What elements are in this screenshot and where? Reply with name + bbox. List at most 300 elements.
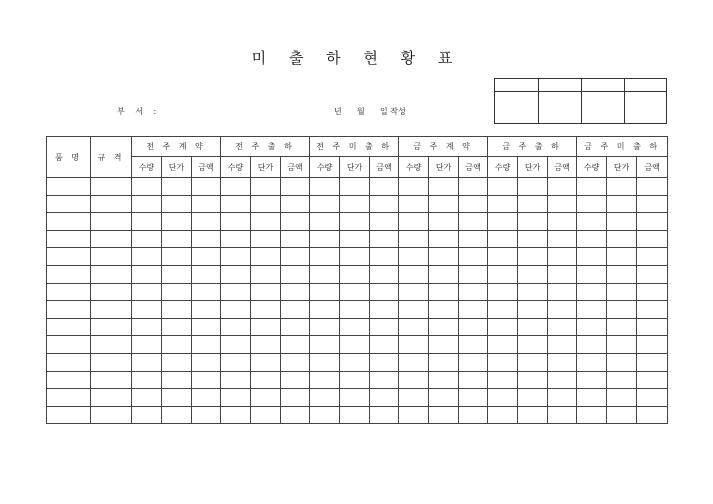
table-cell[interactable] [162,389,192,407]
table-cell[interactable] [399,301,429,319]
table-cell[interactable] [281,318,310,336]
table-cell[interactable] [310,283,340,301]
table-cell[interactable] [577,213,607,231]
table-cell[interactable] [370,353,399,371]
table-cell[interactable] [221,389,251,407]
table-cell[interactable] [459,213,488,231]
table-cell[interactable] [518,195,548,213]
table-cell[interactable] [637,371,668,389]
table-cell[interactable] [310,389,340,407]
table-cell[interactable] [607,213,637,231]
table-cell[interactable] [221,230,251,248]
table-cell[interactable] [488,213,518,231]
table-cell[interactable] [399,318,429,336]
table-cell[interactable] [251,389,281,407]
table-cell[interactable] [607,389,637,407]
approval-sign-cell[interactable] [582,92,625,124]
approval-sign-cell[interactable] [539,92,582,124]
table-cell[interactable] [162,283,192,301]
table-cell[interactable] [637,336,668,354]
table-cell[interactable] [340,178,370,196]
table-cell[interactable] [370,336,399,354]
table-cell[interactable] [340,213,370,231]
subheader-amount: 금액 [370,157,399,178]
table-cell[interactable] [488,371,518,389]
table-cell[interactable] [132,230,162,248]
table-cell[interactable] [251,213,281,231]
table-cell[interactable] [548,178,577,196]
table-cell[interactable] [370,248,399,266]
table-cell[interactable] [370,230,399,248]
table-cell[interactable] [132,213,162,231]
table-cell[interactable] [47,318,91,336]
table-cell[interactable] [251,318,281,336]
table-cell[interactable] [162,353,192,371]
table-cell[interactable] [399,195,429,213]
table-cell[interactable] [488,389,518,407]
table-cell[interactable] [518,213,548,231]
table-cell[interactable] [577,406,607,424]
table-cell[interactable] [192,265,221,283]
table-cell[interactable] [91,178,132,196]
table-cell[interactable] [399,406,429,424]
table-cell[interactable] [548,371,577,389]
subheader-quantity: 수량 [310,157,340,178]
table-cell[interactable] [429,178,459,196]
table-cell[interactable] [370,283,399,301]
table-cell[interactable] [192,301,221,319]
table-cell[interactable] [429,301,459,319]
table-cell[interactable] [607,318,637,336]
table-cell[interactable] [132,248,162,266]
document-title: 미 출 하 현 황 표 [251,49,462,67]
table-cell[interactable] [91,248,132,266]
table-cell[interactable] [162,301,192,319]
table-cell[interactable] [91,301,132,319]
table-cell[interactable] [132,389,162,407]
table-cell[interactable] [548,318,577,336]
table-cell[interactable] [637,248,668,266]
table-cell[interactable] [192,248,221,266]
table-cell[interactable] [221,248,251,266]
table-cell[interactable] [429,371,459,389]
table-cell[interactable] [637,178,668,196]
table-cell[interactable] [47,283,91,301]
table-cell[interactable] [132,318,162,336]
table-cell[interactable] [429,213,459,231]
table-cell[interactable] [518,336,548,354]
table-cell[interactable] [91,213,132,231]
table-cell[interactable] [340,265,370,283]
table-cell[interactable] [221,406,251,424]
table-cell[interactable] [607,371,637,389]
table-cell[interactable] [548,248,577,266]
table-cell[interactable] [518,353,548,371]
table-cell[interactable] [459,195,488,213]
table-cell[interactable] [162,265,192,283]
table-cell[interactable] [281,336,310,354]
table-cell[interactable] [310,230,340,248]
table-cell[interactable] [192,213,221,231]
table-cell[interactable] [47,371,91,389]
table-cell[interactable] [607,336,637,354]
table-cell[interactable] [429,353,459,371]
subheader-row [47,157,668,178]
table-cell[interactable] [281,406,310,424]
table-cell[interactable] [91,371,132,389]
table-cell[interactable] [221,178,251,196]
table-cell[interactable] [91,353,132,371]
table-cell[interactable] [221,353,251,371]
table-cell[interactable] [132,371,162,389]
table-cell[interactable] [281,195,310,213]
table-cell[interactable] [192,178,221,196]
table-cell[interactable] [577,353,607,371]
table-cell[interactable] [162,230,192,248]
table-cell[interactable] [310,265,340,283]
table-cell[interactable] [162,406,192,424]
table-cell[interactable] [132,406,162,424]
table-cell[interactable] [251,336,281,354]
table-cell[interactable] [429,248,459,266]
table-cell[interactable] [281,213,310,231]
table-cell[interactable] [429,283,459,301]
table-cell[interactable] [637,213,668,231]
table-cell[interactable] [281,371,310,389]
table-cell[interactable] [162,213,192,231]
table-cell[interactable] [429,406,459,424]
table-cell[interactable] [607,283,637,301]
table-cell[interactable] [340,318,370,336]
table-cell[interactable] [251,371,281,389]
table-cell[interactable] [132,178,162,196]
table-cell[interactable] [577,371,607,389]
table-cell[interactable] [47,230,91,248]
table-cell[interactable] [47,213,91,231]
table-cell[interactable] [548,230,577,248]
table-cell[interactable] [399,178,429,196]
table-row [47,178,668,196]
table-cell[interactable] [399,371,429,389]
table-cell[interactable] [548,283,577,301]
table-cell[interactable] [340,389,370,407]
table-cell[interactable] [577,283,607,301]
table-cell[interactable] [47,406,91,424]
table-cell[interactable] [91,265,132,283]
table-cell[interactable] [281,283,310,301]
table-cell[interactable] [47,265,91,283]
table-cell[interactable] [548,195,577,213]
table-cell[interactable] [162,248,192,266]
table-cell[interactable] [281,265,310,283]
table-cell[interactable] [91,283,132,301]
table-cell[interactable] [548,406,577,424]
department-label: 부 서 : [117,107,161,116]
table-cell[interactable] [488,318,518,336]
table-cell[interactable] [607,353,637,371]
table-cell[interactable] [399,353,429,371]
table-cell[interactable] [340,195,370,213]
table-cell[interactable] [281,248,310,266]
table-cell[interactable] [91,195,132,213]
table-cell[interactable] [488,178,518,196]
table-cell[interactable] [132,283,162,301]
table-cell[interactable] [577,195,607,213]
table-cell[interactable] [459,265,488,283]
table-cell[interactable] [518,265,548,283]
table-cell[interactable] [192,195,221,213]
table-cell[interactable] [488,406,518,424]
table-cell[interactable] [340,353,370,371]
table-cell[interactable] [91,318,132,336]
table-cell[interactable] [488,230,518,248]
table-cell[interactable] [429,230,459,248]
table-cell[interactable] [340,283,370,301]
subheader-quantity: 수량 [132,157,162,178]
table-cell[interactable] [488,248,518,266]
table-cell[interactable] [370,265,399,283]
group-header-last-week-unshipped: 전 주 미 출 하 [310,137,399,157]
approval-sign-cell[interactable] [495,92,539,124]
table-cell[interactable] [47,336,91,354]
table-cell[interactable] [221,283,251,301]
table-cell[interactable] [162,318,192,336]
table-cell[interactable] [281,353,310,371]
table-cell[interactable] [162,336,192,354]
table-cell[interactable] [310,195,340,213]
table-cell[interactable] [310,248,340,266]
table-cell[interactable] [47,248,91,266]
table-cell[interactable] [577,389,607,407]
table-cell[interactable] [251,406,281,424]
table-cell[interactable] [340,230,370,248]
table-cell[interactable] [47,353,91,371]
table-cell[interactable] [310,371,340,389]
table-cell[interactable] [132,195,162,213]
table-cell[interactable] [340,336,370,354]
table-cell[interactable] [47,389,91,407]
table-cell[interactable] [310,353,340,371]
approval-sign-cell[interactable] [625,92,667,124]
table-cell[interactable] [459,406,488,424]
table-cell[interactable] [459,353,488,371]
table-cell[interactable] [548,265,577,283]
table-cell[interactable] [162,178,192,196]
table-cell[interactable] [162,195,192,213]
table-cell[interactable] [459,336,488,354]
table-cell[interactable] [310,213,340,231]
table-cell[interactable] [132,336,162,354]
table-cell[interactable] [192,230,221,248]
table-row [47,301,668,319]
table-cell[interactable] [429,336,459,354]
table-cell[interactable] [251,283,281,301]
table-cell[interactable] [251,195,281,213]
table-cell[interactable] [577,265,607,283]
table-cell[interactable] [192,283,221,301]
table-cell[interactable] [429,195,459,213]
table-cell[interactable] [310,178,340,196]
table-cell[interactable] [518,248,548,266]
table-cell[interactable] [637,265,668,283]
table-cell[interactable] [459,178,488,196]
approval-box [494,78,667,124]
table-cell[interactable] [637,318,668,336]
table-cell[interactable] [459,283,488,301]
table-cell[interactable] [192,353,221,371]
table-cell[interactable] [251,301,281,319]
table-cell[interactable] [281,230,310,248]
table-cell[interactable] [251,230,281,248]
table-cell[interactable] [47,301,91,319]
table-cell[interactable] [637,353,668,371]
table-cell[interactable] [518,406,548,424]
table-cell[interactable] [370,178,399,196]
table-cell[interactable] [577,336,607,354]
table-cell[interactable] [607,301,637,319]
table-cell[interactable] [132,265,162,283]
table-cell[interactable] [370,301,399,319]
table-cell[interactable] [637,389,668,407]
table-cell[interactable] [459,318,488,336]
table-cell[interactable] [251,178,281,196]
table-cell[interactable] [429,265,459,283]
table-cell[interactable] [577,318,607,336]
table-cell[interactable] [518,178,548,196]
table-cell[interactable] [370,371,399,389]
table-cell[interactable] [310,336,340,354]
table-cell[interactable] [221,301,251,319]
table-cell[interactable] [488,195,518,213]
table-cell[interactable] [518,371,548,389]
table-cell[interactable] [399,230,429,248]
table-cell[interactable] [251,265,281,283]
table-cell[interactable] [221,318,251,336]
table-cell[interactable] [192,318,221,336]
table-cell[interactable] [637,230,668,248]
table-cell[interactable] [281,178,310,196]
table-cell[interactable] [488,265,518,283]
table-cell[interactable] [221,195,251,213]
table-cell[interactable] [221,213,251,231]
table-cell[interactable] [459,230,488,248]
table-cell[interactable] [310,406,340,424]
group-header-last-week-shipment: 전 주 출 하 [221,137,310,157]
table-cell[interactable] [518,318,548,336]
table-cell[interactable] [221,265,251,283]
table-cell[interactable] [310,318,340,336]
table-cell[interactable] [518,230,548,248]
table-cell[interactable] [340,248,370,266]
table-cell[interactable] [192,389,221,407]
table-cell[interactable] [91,406,132,424]
table-cell[interactable] [607,195,637,213]
table-cell[interactable] [577,230,607,248]
table-cell[interactable] [370,195,399,213]
table-cell[interactable] [192,336,221,354]
table-cell[interactable] [577,248,607,266]
table-cell[interactable] [607,230,637,248]
table-cell[interactable] [548,301,577,319]
table-cell[interactable] [91,336,132,354]
table-cell[interactable] [548,353,577,371]
table-cell[interactable] [399,213,429,231]
table-cell[interactable] [607,265,637,283]
table-cell[interactable] [577,301,607,319]
table-cell[interactable] [607,178,637,196]
table-cell[interactable] [429,389,459,407]
subheader-amount: 금액 [637,157,668,178]
table-cell[interactable] [607,406,637,424]
table-cell[interactable] [429,318,459,336]
table-cell[interactable] [637,195,668,213]
table-cell[interactable] [162,371,192,389]
table-cell[interactable] [91,230,132,248]
table-cell[interactable] [340,301,370,319]
table-cell[interactable] [340,406,370,424]
table-cell[interactable] [47,195,91,213]
table-cell[interactable] [192,406,221,424]
table-cell[interactable] [370,389,399,407]
table-cell[interactable] [399,265,429,283]
table-cell[interactable] [459,301,488,319]
table-cell[interactable] [47,178,91,196]
table-cell[interactable] [637,301,668,319]
subheader-unit-price: 단가 [162,157,192,178]
table-cell[interactable] [548,389,577,407]
table-cell[interactable] [518,283,548,301]
table-cell[interactable] [370,213,399,231]
table-cell[interactable] [340,371,370,389]
table-cell[interactable] [548,213,577,231]
table-row [47,213,668,231]
table-cell[interactable] [91,389,132,407]
table-cell[interactable] [221,371,251,389]
table-cell[interactable] [399,336,429,354]
table-cell[interactable] [488,283,518,301]
table-cell[interactable] [548,336,577,354]
table-cell[interactable] [399,389,429,407]
table-cell[interactable] [577,178,607,196]
table-cell[interactable] [488,353,518,371]
group-header-this-week-unshipped: 금 주 미 출 하 [577,137,668,157]
table-cell[interactable] [370,318,399,336]
table-cell[interactable] [310,301,340,319]
table-cell[interactable] [132,301,162,319]
table-cell[interactable] [192,371,221,389]
table-cell[interactable] [399,248,429,266]
table-cell[interactable] [518,389,548,407]
table-cell[interactable] [251,248,281,266]
table-cell[interactable] [251,353,281,371]
table-cell[interactable] [459,371,488,389]
table-cell[interactable] [132,353,162,371]
table-row [47,336,668,354]
table-cell[interactable] [399,283,429,301]
table-cell[interactable] [637,283,668,301]
table-cell[interactable] [221,336,251,354]
table-cell[interactable] [518,301,548,319]
table-cell[interactable] [459,389,488,407]
table-cell[interactable] [637,406,668,424]
table-cell[interactable] [281,389,310,407]
table-cell[interactable] [488,336,518,354]
table-cell[interactable] [370,406,399,424]
table-cell[interactable] [607,248,637,266]
table-cell[interactable] [459,248,488,266]
table-cell[interactable] [281,301,310,319]
table-cell[interactable] [488,301,518,319]
